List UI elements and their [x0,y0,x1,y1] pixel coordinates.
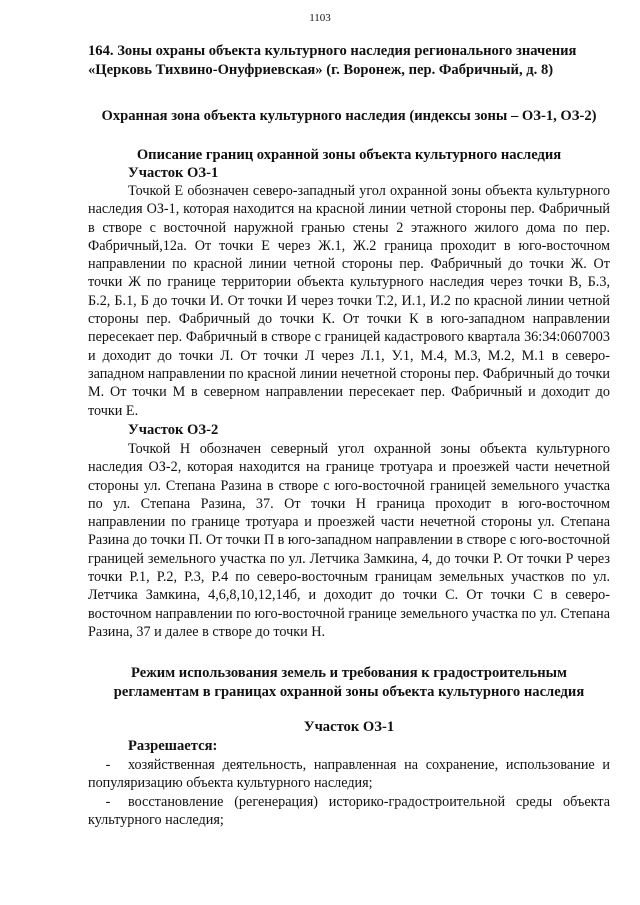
section-oz1-label: Участок ОЗ-1 [128,165,219,181]
allowed-item [88,756,610,793]
regime-heading-line-2: регламентам в границах охранной зоны объекта культурного наследия [113,684,585,700]
section-oz2-text: Точкой Н обозначен северный угол охранной зоны объекта культурного наследия ОЗ-2, которая находится на границе тротуара и проезжей части нечетной стороны ул. Степана Разина в створе с юго-восточной границей земельного участка по ул. Степана Разина, 37. От точки Н граница проходит в юго-восточном направлении по границе тротуара и проезжей части нечетной стороны ул. Степана Разина до точки П. От точки П в юго-западном направлении в створе с юго-восточной границей земельного участка по ул. Летчика Замкина, 4, до точки Р. От точки Р через точки Р.1, Р.2, Р.3, Р.4 по северо-восточным границам земельных участков по ул. Летчика Замкина, 4,6,8,10,12,14б, и доходит до точки С. От точки С в северо-восточном направлении по юго-восточной границе земельного участка по ул. Степана Разина, 37 и далее в створе до точки Н. [88,441,611,640]
page-number: 1103 [309,12,331,24]
regime-heading [88,664,610,702]
section-oz1-text: Точкой Е обозначен северо-западный угол охранной зоны объекта культурного наследия ОЗ-1, которая находится на красной линии четной стороны пер. Фабричный в створе с восточной наружной гранью стены 2 этажного жилого дома по пер. Фабричный,12а. От точки Е через Ж.1, Ж.2 граница проходит в юго-восточном направлении по красной линии четной стороны пер. Фабричный до точки Ж. От точки Ж по границе территории объекта культурного наследия через точки В, Б.3, Б.2, Б.1, Б до точки И. От точки И через точки Т.2, И.1, И.2 по красной линии четной стороны пер. Фабричный до точки К. От точки К в юго-западном направлении пересекает пер. Фабричный в створе с границей кадастрового квартала 36:34:0607003 и доходит до точки Л. От точки Л через Л.1, У.1, М.4, М.3, М.2, М.1 в северо-западном направлении по красной линии нечетной стороны пер. Фабричный до точки М. От точки М в северном направлении пересекает пер. Фабричный и доходит до точки Е. [88,183,610,419]
allowed-label: Разрешается: [128,738,218,754]
description-heading: Описание границ охранной зоны объекта культурного наследия [136,147,562,163]
allowed-item-text: хозяйственная деятельность, направленная на сохранение, использование и популяризацию объекта культурного наследия; [88,757,610,792]
bullet-dash: - [105,794,111,810]
document-title [88,42,610,80]
bullet-dash: - [105,757,111,773]
title-line-1: 164. Зоны охраны объекта культурного наследия регионального значения [88,43,577,59]
zone-heading: Охранная зона объекта культурного наследия (индексы зоны – ОЗ-1, ОЗ-2) [101,108,597,124]
section-oz2-label: Участок ОЗ-2 [128,422,219,438]
allowed-item [88,793,610,830]
oz1-heading: Участок ОЗ-1 [303,719,395,735]
title-line-2: «Церковь Тихвино-Онуфриевская» (г. Воронеж, пер. Фабричный, д. 8) [88,62,554,78]
allowed-item-text: восстановление (регенерация) историко-градостроительной среды объекта культурного наследия; [88,794,610,829]
regime-heading-line-1: Режим использования земель и требования к градостроительным [131,665,567,681]
